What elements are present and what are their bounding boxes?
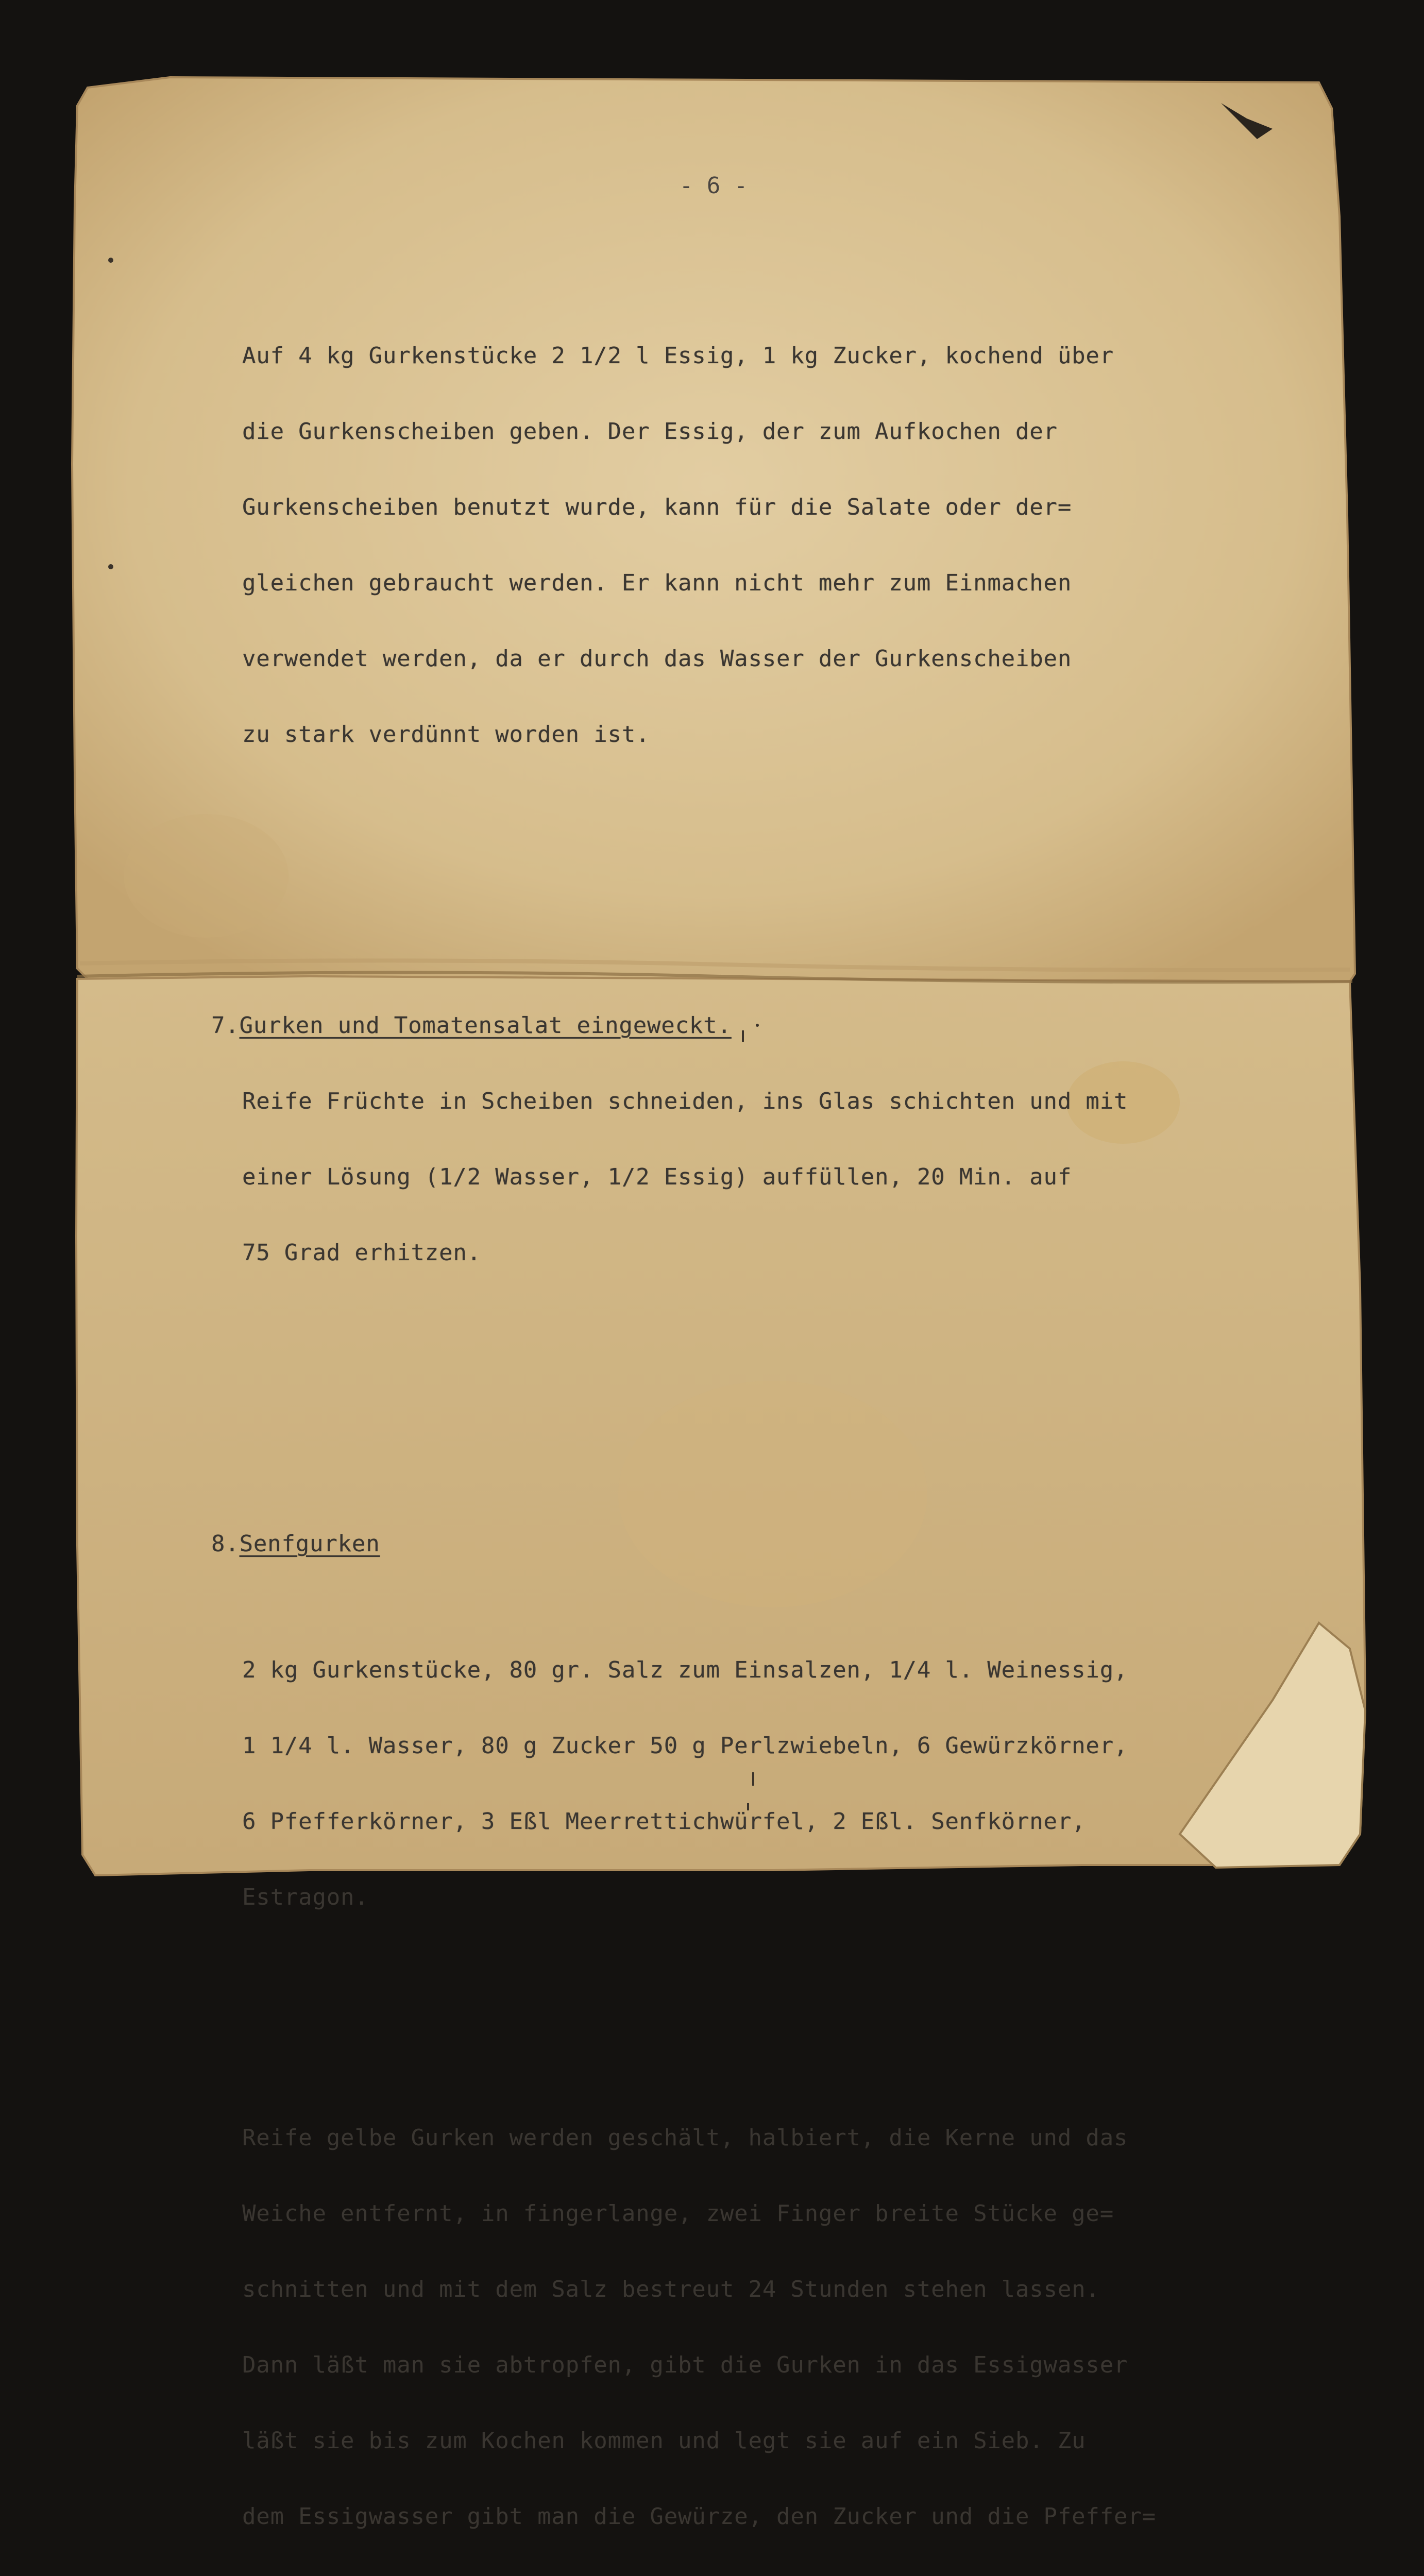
- text-line: 2 kg Gurkenstücke, 80 gr. Salz zum Einsalzen, 1/4 l. Weinessig,: [242, 1657, 1128, 1683]
- page-number: - 6 -: [679, 173, 748, 199]
- ingredients-paragraph: [242, 1607, 1273, 1960]
- section-number: 8.: [211, 1531, 240, 1557]
- text-line: Weiche entfernt, in fingerlange, zwei Finger breite Stücke ge=: [242, 2200, 1114, 2227]
- section-heading: [211, 1531, 1273, 1556]
- text-line: zu stark verdünnt worden ist.: [242, 721, 650, 748]
- intro-paragraph: [242, 293, 1273, 798]
- text-line: läßt sie bis zum Kochen kommen und legt sie auf ein Sieb. Zu: [242, 2428, 1086, 2454]
- text-line: einer Lösung (1/2 Wasser, 1/2 Essig) auffüllen, 20 Min. auf: [242, 1164, 1072, 1190]
- text-line: verwendet werden, da er durch das Wasser der Gurkenscheiben: [242, 646, 1072, 672]
- text-line: Gurkenscheiben benutzt wurde, kann für die Salate oder der=: [242, 494, 1072, 520]
- section-heading: [211, 1013, 1273, 1038]
- text-line: Dann läßt man sie abtropfen, gibt die Gurken in das Essigwasser: [242, 2352, 1128, 2378]
- text-line: 1 1/4 l. Wasser, 80 g Zucker 50 g Perlzwiebeln, 6 Gewürzkörner,: [242, 1733, 1128, 1759]
- text-line: die Gurkenscheiben geben. Der Essig, der zum Aufkochen der: [242, 418, 1058, 445]
- section-title: Senfgurken: [239, 1531, 380, 1557]
- text-line: 6 Pfefferkörner, 3 Eßl Meerrettichwürfel, 2 Eßl. Senfkörner,: [242, 1808, 1086, 1835]
- text-line: dem Essigwasser gibt man die Gewürze, den Zucker und die Pfeffer=: [242, 2503, 1156, 2530]
- section-7: [211, 962, 1273, 1316]
- text-line: 75 Grad erhitzen.: [242, 1240, 481, 1266]
- method-paragraph: [242, 2075, 1273, 2576]
- text-line: Reife gelbe Gurken werden geschält, halbiert, die Kerne und das: [242, 2125, 1128, 2151]
- text-line: Estragon.: [242, 1884, 369, 1910]
- text-line: Reife Früchte in Scheiben schneiden, ins Glas schichten und mit: [242, 1088, 1128, 1114]
- section-number: 7.: [211, 1012, 240, 1039]
- text-line: schnitten und mit dem Salz bestreut 24 Stunden stehen lassen.: [242, 2276, 1100, 2302]
- text-line: Auf 4 kg Gurkenstücke 2 1/2 l Essig, 1 kg Zucker, kochend über: [242, 343, 1114, 369]
- document-body: [211, 242, 1273, 2576]
- section-title: Gurken und Tomatensalat eingeweckt.: [239, 1012, 732, 1039]
- section-8: [211, 1481, 1273, 2576]
- text-line: gleichen gebraucht werden. Er kann nicht mehr zum Einmachen: [242, 570, 1072, 596]
